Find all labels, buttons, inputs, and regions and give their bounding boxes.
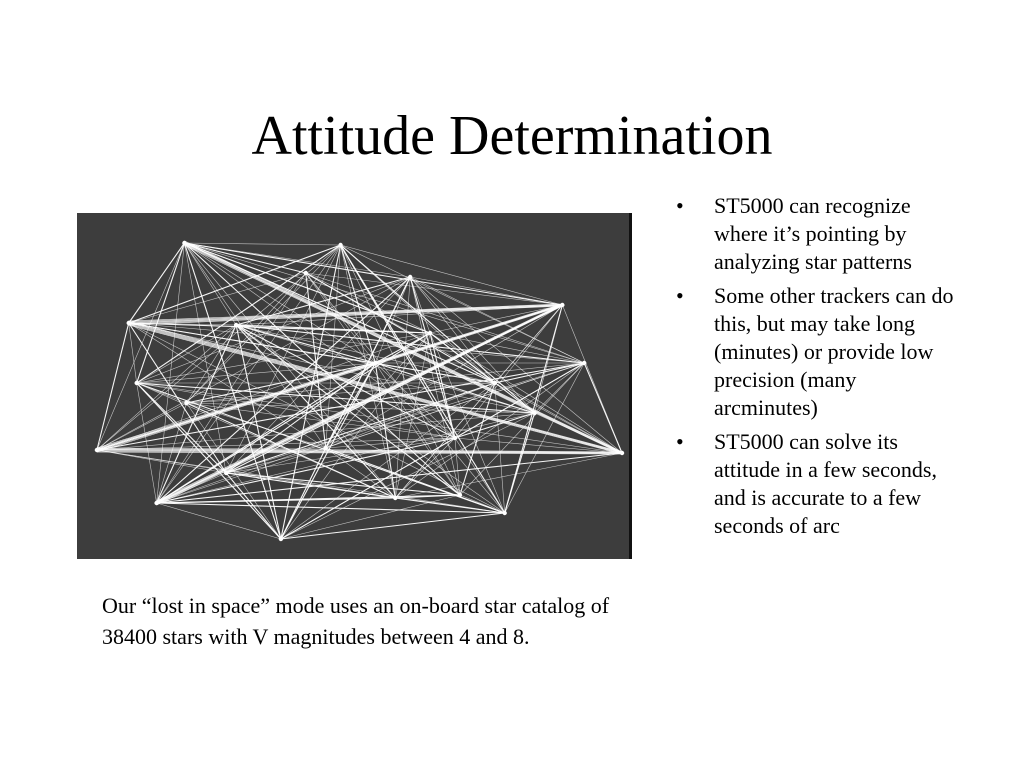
star-point [408,275,412,279]
bullet-dot: • [676,283,684,308]
star-link-line [157,503,505,513]
star-link-line [129,322,622,453]
star-point [373,361,377,365]
star-link-line [129,243,185,323]
bullet-text: ST5000 can recognize where it’s pointing by analyzing star patterns [714,193,912,274]
star-point [234,323,238,327]
star-link-line [455,438,505,513]
star-link-line [97,306,562,452]
star-point [532,411,536,415]
star-pattern-graphic [77,213,629,559]
star-point [323,446,327,450]
star-link-line [129,323,137,383]
star-point [134,381,138,385]
star-point [458,493,462,497]
bullet-item [674,428,954,540]
bullet-dot: • [676,429,684,454]
star-link-line [137,243,185,383]
star-point [493,381,497,385]
star-link-line [184,242,622,453]
star-link-line [281,448,326,539]
star-point [582,361,586,365]
star-point [184,401,188,405]
star-pattern-image [77,213,632,559]
star-link-line [184,243,340,245]
star-link-line [129,245,341,323]
star-link-line [184,243,584,363]
star-link-line [306,273,563,305]
slide-title: Attitude Determination [251,105,773,167]
bullet-text: ST5000 can solve its attitude in a few seconds, and is accurate to a few seconds of arc [714,429,937,538]
star-point [304,271,308,275]
star-point [338,243,342,247]
star-point [154,501,158,505]
bullet-list [674,192,954,546]
star-link-line [157,503,281,539]
star-point [127,321,131,325]
star-link-line [226,473,504,513]
star-link-line [326,383,495,448]
star-link-line [129,273,306,323]
bullet-item [674,282,954,422]
star-point [224,471,228,475]
star-point [393,496,397,500]
star-point [428,331,432,335]
star-point [502,511,506,515]
star-link-line [137,383,535,413]
star-link-line [129,325,622,454]
star-link-line [184,243,226,473]
star-link-line [495,363,585,383]
star-link-line [281,513,505,539]
star-point [279,537,283,541]
star-point [620,451,624,455]
bullet-item [674,192,954,276]
bullet-dot: • [676,193,684,218]
star-link-line [97,243,185,450]
star-link-line [584,363,622,453]
star-point [453,436,457,440]
star-link-line [395,453,622,498]
star-point [182,241,186,245]
star-point [560,303,564,307]
bullet-text: Some other trackers can do this, but may take long (minutes) or provide low precision (many arcminutes) [714,283,954,420]
star-point [95,448,99,452]
star-link-line [410,277,562,305]
star-link-line [184,243,305,273]
image-caption: Our “lost in space” mode uses an on-board star catalog of 38400 stars with V magnitudes between 4 and 8. [102,593,610,649]
